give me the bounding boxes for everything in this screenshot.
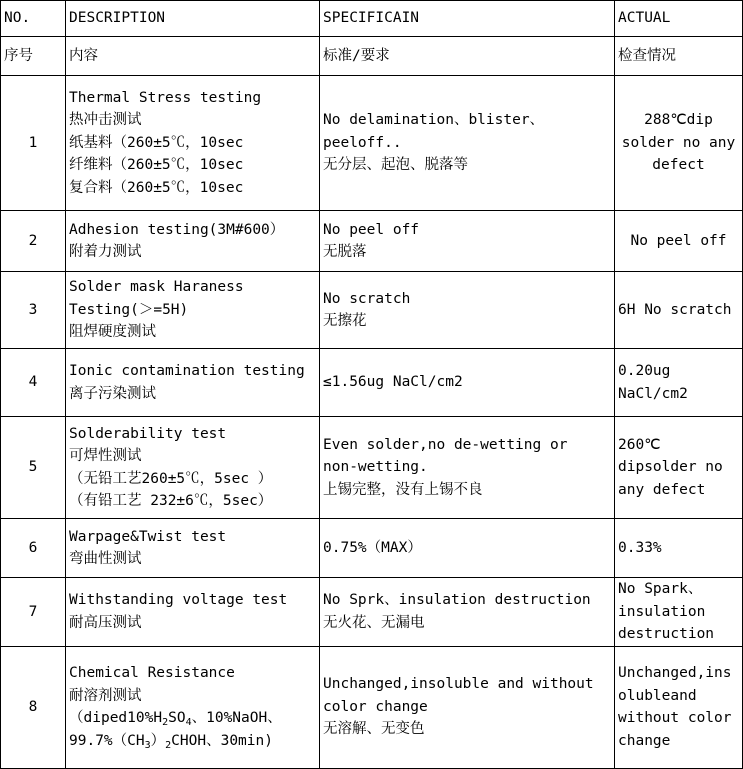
header-description-cn: 内容 xyxy=(66,37,320,76)
row-actual: No peel off xyxy=(615,211,743,272)
row-number: 6 xyxy=(1,519,66,578)
row-actual: 288℃dip solder no any defect xyxy=(615,76,743,211)
row-specification: 0.75%（MAX） xyxy=(320,519,615,578)
table-row xyxy=(1,211,743,272)
row-description: Solder mask Haraness Testing(＞=5H) 阻焊硬度测试 xyxy=(66,272,320,349)
header-no-cn: 序号 xyxy=(1,37,66,76)
row-actual: 0.33% xyxy=(615,519,743,578)
row-description: Warpage&Twist test 弯曲性测试 xyxy=(66,519,320,578)
row-description: Thermal Stress testing 热冲击测试 纸基料（260±5℃，10sec 纤维料（260±5℃，10sec 复合料（260±5℃，10sec xyxy=(66,76,320,211)
table-row xyxy=(1,349,743,417)
row-specification: No delamination、blister、 peeloff.. 无分层、起泡、脱落等 xyxy=(320,76,615,211)
header-actual: ACTUAL xyxy=(615,1,743,37)
row-specification: No Sprk、insulation destruction 无火花、无漏电 xyxy=(320,578,615,647)
table-row xyxy=(1,417,743,519)
row-description: Withstanding voltage test 耐高压测试 xyxy=(66,578,320,647)
header-actual-cn: 检查情况 xyxy=(615,37,743,76)
row-description: Chemical Resistance 耐溶剂测试 （$diped10\%H_2SO_4$、10%NaOH、 $99.7\%(CH_3)_2CHOH$、30min) xyxy=(66,646,320,768)
row-actual: 6H No scratch xyxy=(615,272,743,349)
row-actual: 0.20ug NaCl/cm2 xyxy=(615,349,743,417)
table-row xyxy=(1,578,743,647)
chemical-formula-line-1: （$diped10\%H_2SO_4$、10%NaOH、 xyxy=(69,710,282,728)
row-number: 8 xyxy=(1,646,66,768)
header-specification-cn: 标准/要求 xyxy=(320,37,615,76)
row-description: Solderability test 可焊性测试 （无铅工艺260±5℃，5sec ） （有铅工艺 232±6℃，5sec） xyxy=(66,417,320,519)
row-number: 7 xyxy=(1,578,66,647)
row-number: 3 xyxy=(1,272,66,349)
row-actual: No Spark、 insulation destruction xyxy=(615,578,743,647)
row-number: 4 xyxy=(1,349,66,417)
row-description: Ionic contamination testing 离子污染测试 xyxy=(66,349,320,417)
row-actual: 260℃ dipsolder no any defect xyxy=(615,417,743,519)
header-row-en xyxy=(1,1,743,37)
row-actual: Unchanged,ins olubleand without color change xyxy=(615,646,743,768)
table-row xyxy=(1,646,743,768)
table-row xyxy=(1,519,743,578)
header-description: DESCRIPTION xyxy=(66,1,320,37)
row-number: 5 xyxy=(1,417,66,519)
header-no: NO. xyxy=(1,1,66,37)
header-specification: SPECIFICAIN xyxy=(320,1,615,37)
table-row xyxy=(1,272,743,349)
row-description: Adhesion testing(3M#600） 附着力测试 xyxy=(66,211,320,272)
chemical-formula-line-2: $99.7\%(CH_3)_2CHOH$、30min) xyxy=(69,732,273,751)
row-specification: ≤1.56ug NaCl/cm2 xyxy=(320,349,615,417)
row-specification: No peel off 无脱落 xyxy=(320,211,615,272)
row-specification: Unchanged,insoluble and without color change 无溶解、无变色 xyxy=(320,646,615,768)
row-specification: No scratch 无擦花 xyxy=(320,272,615,349)
row-number: 2 xyxy=(1,211,66,272)
table-row xyxy=(1,76,743,211)
row-number: 1 xyxy=(1,76,66,211)
header-row-cn xyxy=(1,37,743,76)
row-specification: Even solder,no de-wetting or non-wetting. 上锡完整，没有上锡不良 xyxy=(320,417,615,519)
